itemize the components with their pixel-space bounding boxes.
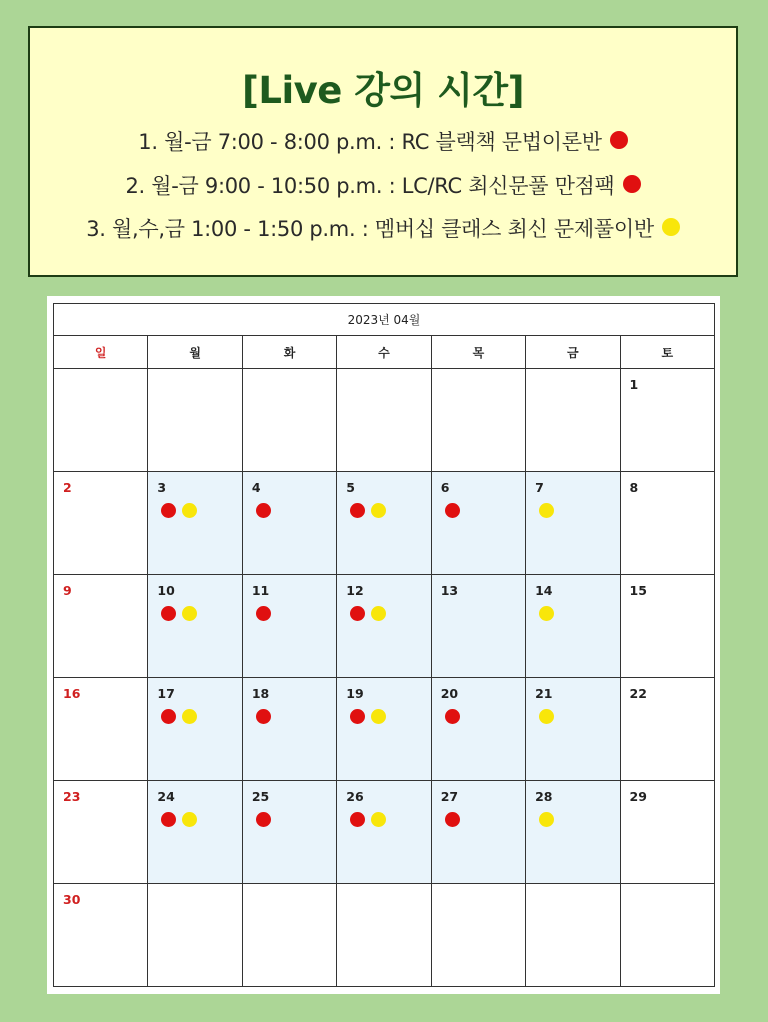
red-dot-icon bbox=[350, 606, 365, 621]
class-dots bbox=[539, 811, 560, 827]
calendar-day-cell bbox=[337, 472, 431, 575]
day-number: 24 bbox=[157, 789, 175, 804]
day-number: 8 bbox=[629, 480, 639, 495]
day-number: 19 bbox=[346, 686, 364, 701]
calendar-day-cell bbox=[242, 575, 336, 678]
weekday-monday: 월 bbox=[148, 336, 242, 369]
calendar-day-cell bbox=[526, 369, 620, 472]
calendar-day-cell bbox=[337, 678, 431, 781]
calendar-day-cell bbox=[148, 781, 242, 884]
day-number: 5 bbox=[346, 480, 355, 495]
yellow-dot-icon bbox=[662, 218, 680, 236]
calendar-day-cell bbox=[54, 575, 148, 678]
weekday-tuesday: 화 bbox=[242, 336, 336, 369]
class-dots bbox=[256, 811, 277, 827]
red-dot-icon bbox=[256, 606, 271, 621]
day-number: 13 bbox=[440, 583, 459, 598]
day-number: 27 bbox=[440, 789, 459, 804]
red-dot-icon bbox=[445, 812, 460, 827]
yellow-dot-icon bbox=[182, 812, 197, 827]
red-dot-icon bbox=[161, 503, 176, 518]
yellow-dot-icon bbox=[539, 503, 554, 518]
calendar-day-cell bbox=[620, 369, 714, 472]
calendar-day-cell bbox=[337, 575, 431, 678]
calendar-card bbox=[47, 296, 720, 994]
calendar-day-cell bbox=[54, 472, 148, 575]
class-dots bbox=[161, 605, 203, 621]
yellow-dot-icon bbox=[371, 503, 386, 518]
red-dot-icon bbox=[350, 812, 365, 827]
calendar-day-cell bbox=[431, 369, 525, 472]
day-number: 11 bbox=[251, 583, 270, 598]
class-dots bbox=[161, 708, 203, 724]
schedule-line-1 bbox=[30, 126, 736, 156]
calendar-day-cell bbox=[337, 369, 431, 472]
red-dot-icon bbox=[445, 709, 460, 724]
day-number: 22 bbox=[629, 686, 647, 701]
yellow-dot-icon bbox=[182, 709, 197, 724]
calendar-day-cell bbox=[242, 884, 336, 987]
yellow-dot-icon bbox=[371, 606, 386, 621]
red-dot-icon bbox=[256, 812, 271, 827]
month-label: 2023년 04월 bbox=[54, 304, 715, 336]
day-number: 6 bbox=[440, 480, 450, 495]
calendar-day-cell bbox=[337, 884, 431, 987]
day-number: 10 bbox=[157, 583, 175, 598]
banner-title: [Live 강의 시간] bbox=[241, 69, 525, 112]
schedule-line-3-text: 3. 월,수,금 1:00 - 1:50 p.m. : 멤버십 클래스 최신 문제풀이반 bbox=[86, 217, 654, 241]
red-dot-icon bbox=[350, 709, 365, 724]
day-number: 16 bbox=[63, 686, 81, 701]
red-dot-icon bbox=[350, 503, 365, 518]
red-dot-icon bbox=[161, 709, 176, 724]
yellow-dot-icon bbox=[182, 503, 197, 518]
day-number: 2 bbox=[63, 480, 72, 495]
schedule-line-3 bbox=[30, 213, 736, 243]
calendar-day-cell bbox=[54, 678, 148, 781]
class-dots bbox=[539, 605, 560, 621]
calendar-day-cell bbox=[526, 678, 620, 781]
day-number: 7 bbox=[535, 480, 544, 495]
weekday-header-row bbox=[54, 336, 715, 369]
calendar-day-cell bbox=[148, 369, 242, 472]
class-dots bbox=[539, 502, 560, 518]
calendar-day-cell bbox=[620, 575, 714, 678]
class-dots bbox=[350, 708, 392, 724]
class-dots bbox=[350, 811, 392, 827]
calendar-day-cell bbox=[242, 369, 336, 472]
day-number: 21 bbox=[535, 686, 553, 701]
class-dots bbox=[350, 502, 392, 518]
day-number: 26 bbox=[346, 789, 364, 804]
class-dots bbox=[539, 708, 560, 724]
calendar-day-cell bbox=[620, 781, 714, 884]
schedule-banner bbox=[28, 26, 738, 277]
weekday-sunday: 일 bbox=[54, 336, 148, 369]
day-number: 20 bbox=[440, 686, 459, 701]
calendar-day-cell bbox=[148, 472, 242, 575]
red-dot-icon bbox=[161, 812, 176, 827]
day-number: 18 bbox=[251, 686, 270, 701]
day-number: 28 bbox=[535, 789, 553, 804]
class-dots bbox=[445, 708, 466, 724]
class-dots bbox=[256, 502, 277, 518]
calendar-day-cell bbox=[242, 472, 336, 575]
red-dot-icon bbox=[445, 503, 460, 518]
calendar-day-cell bbox=[337, 781, 431, 884]
weekday-thursday: 목 bbox=[431, 336, 525, 369]
calendar-day-cell bbox=[526, 575, 620, 678]
red-dot-icon bbox=[161, 606, 176, 621]
calendar-day-cell bbox=[148, 678, 242, 781]
calendar-day-cell bbox=[54, 781, 148, 884]
red-dot-icon bbox=[256, 503, 271, 518]
calendar-week-row bbox=[54, 781, 715, 884]
calendar-week-row bbox=[54, 472, 715, 575]
class-dots bbox=[161, 502, 203, 518]
schedule-line-2-text: 2. 월-금 9:00 - 10:50 p.m. : LC/RC 최신문풀 만점팩 bbox=[125, 174, 615, 198]
class-dots bbox=[445, 502, 466, 518]
day-number: 17 bbox=[157, 686, 175, 701]
weekday-friday: 금 bbox=[526, 336, 620, 369]
calendar-day-cell bbox=[620, 884, 714, 987]
day-number: 4 bbox=[251, 480, 261, 495]
calendar-week-row bbox=[54, 575, 715, 678]
day-number: 15 bbox=[629, 583, 647, 598]
calendar-day-cell bbox=[54, 369, 148, 472]
yellow-dot-icon bbox=[539, 606, 554, 621]
calendar-day-cell bbox=[431, 472, 525, 575]
weekday-saturday: 토 bbox=[620, 336, 714, 369]
calendar-day-cell bbox=[431, 781, 525, 884]
red-dot-icon bbox=[256, 709, 271, 724]
yellow-dot-icon bbox=[182, 606, 197, 621]
red-dot-icon bbox=[623, 175, 641, 193]
yellow-dot-icon bbox=[371, 812, 386, 827]
day-number: 25 bbox=[251, 789, 270, 804]
calendar-week-row bbox=[54, 678, 715, 781]
calendar-day-cell bbox=[431, 678, 525, 781]
day-number: 1 bbox=[629, 377, 639, 392]
day-number: 30 bbox=[63, 892, 81, 907]
day-number: 14 bbox=[535, 583, 553, 598]
day-number: 12 bbox=[346, 583, 364, 598]
class-dots bbox=[256, 605, 277, 621]
yellow-dot-icon bbox=[539, 812, 554, 827]
class-dots bbox=[256, 708, 277, 724]
schedule-line-2 bbox=[30, 170, 736, 200]
weekday-wednesday: 수 bbox=[337, 336, 431, 369]
calendar-day-cell bbox=[54, 884, 148, 987]
schedule-line-1-text: 1. 월-금 7:00 - 8:00 p.m. : RC 블랙책 문법이론반 bbox=[138, 130, 602, 154]
day-number: 29 bbox=[629, 789, 647, 804]
yellow-dot-icon bbox=[539, 709, 554, 724]
calendar-day-cell bbox=[526, 781, 620, 884]
class-dots bbox=[161, 811, 203, 827]
calendar-table bbox=[53, 303, 715, 987]
calendar-day-cell bbox=[620, 472, 714, 575]
calendar-day-cell bbox=[148, 884, 242, 987]
calendar-day-cell bbox=[242, 781, 336, 884]
calendar-day-cell bbox=[431, 575, 525, 678]
calendar-day-cell bbox=[526, 472, 620, 575]
calendar-day-cell bbox=[526, 884, 620, 987]
yellow-dot-icon bbox=[371, 709, 386, 724]
calendar-week-row bbox=[54, 369, 715, 472]
calendar-day-cell bbox=[620, 678, 714, 781]
calendar-day-cell bbox=[148, 575, 242, 678]
day-number: 3 bbox=[157, 480, 167, 495]
class-dots bbox=[445, 811, 466, 827]
class-dots bbox=[350, 605, 392, 621]
calendar-day-cell bbox=[242, 678, 336, 781]
day-number: 9 bbox=[63, 583, 72, 598]
day-number: 23 bbox=[63, 789, 81, 804]
calendar-week-row bbox=[54, 884, 715, 987]
calendar-day-cell bbox=[431, 884, 525, 987]
red-dot-icon bbox=[610, 131, 628, 149]
